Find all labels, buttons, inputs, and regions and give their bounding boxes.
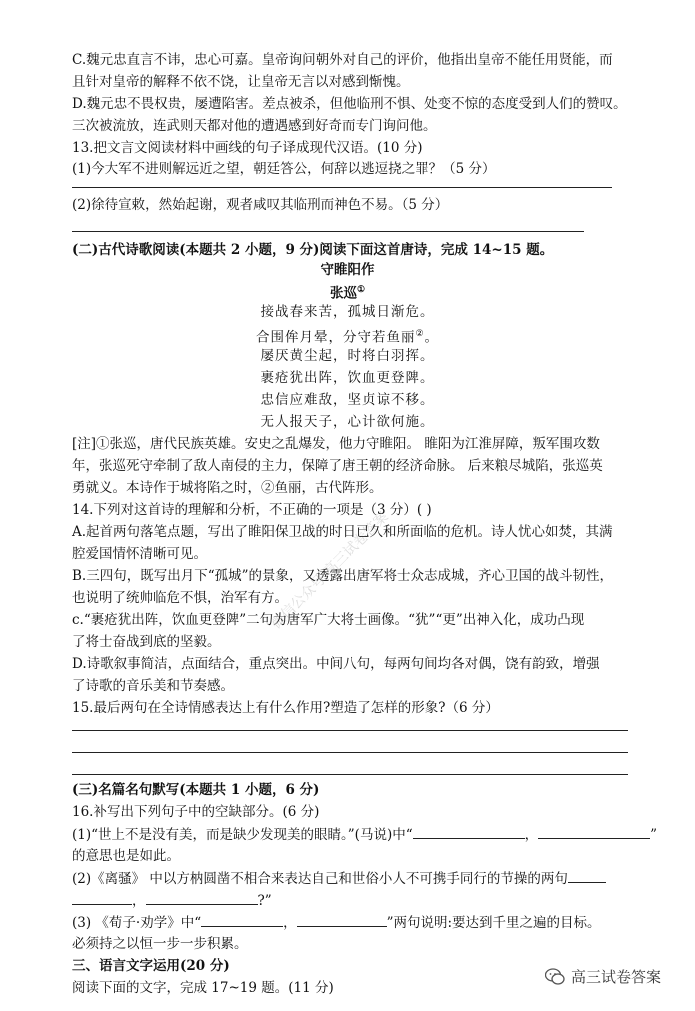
question-14: 14.下列对这首诗的理解和分析，不正确的一项是（3 分）( ) [72, 502, 432, 518]
poem-author [0, 280, 695, 304]
poem-line: 裹疮犹出阵，饮血更登陴。 [260, 370, 435, 386]
fill-blank[interactable] [146, 890, 258, 905]
watermark: 微信公众号 高三试卷答案 [268, 509, 392, 633]
answer-line[interactable] [72, 774, 628, 775]
wechat-logo [545, 966, 661, 987]
poem-title: 守睢阳作 [320, 262, 375, 278]
logo-text: 高三试卷答案 [571, 968, 662, 986]
separator: ， [524, 827, 539, 843]
poem-line: 无人报天子，心计欲何施。 [260, 414, 435, 430]
question-13: 13.把文言文阅读材料中画线的句子译成现代汉语。(10 分) [72, 140, 423, 156]
question-16-part1-end: 的意思也是如此。 [72, 848, 180, 864]
question-16-text: (3) 《荀子·劝学》中“ [72, 915, 202, 931]
question-13-part1: (1)今大军不进则解远近之望，朝廷答公，何辞以逃逗挠之罪？（5 分） [72, 161, 496, 177]
poem-line-text: 合围侔月晕，分守若鱼丽 [255, 329, 416, 346]
question-16-text: ”两句说明:要达到千里之遍的目标。 [386, 915, 601, 931]
question-16-part2-cont [72, 890, 272, 911]
option-a-line2: 腔爱国情怀清晰可见。 [72, 546, 207, 562]
reading-instruction: 阅读下面的文字，完成 17~19 题。(11 分) [72, 980, 334, 996]
question-16-part3-end: 必须持之以恒一步一步积累。 [72, 936, 248, 952]
option-c-line2: 了将士奋战到底的坚毅。 [72, 634, 221, 650]
option-c-line1: C.魏元忠直言不讳，忠心可嘉。皇帝询问朝外对自己的评价，他指出皇帝不能任用贤能，而 [72, 52, 613, 68]
option-a-line1: A.起首两句落笔点题，写出了睢阳保卫战的时日已久和所面临的危机。诗人忧心如焚，其满 [72, 524, 613, 540]
section-3-heading: (三)名篇名句默写(本题共 1 小题，6 分) [72, 782, 320, 798]
answer-line[interactable] [72, 752, 628, 753]
fill-blank[interactable] [72, 890, 132, 905]
poem-line: 屡厌黄尘起，时将白羽挥。 [260, 348, 435, 364]
fill-blank[interactable] [568, 868, 606, 883]
note-line2: 年，张巡死守牵制了敌人南侵的主力，保障了唐王朝的经济命脉。 后来粮尽城陷，张巡英 [72, 458, 603, 474]
poem-author-name: 张巡 [329, 285, 357, 302]
poem-line: 合围侔月晕，分守若鱼丽②。 [255, 329, 440, 346]
footnote-mark: ① [356, 285, 366, 295]
question-13-part2: (2)徐待宣敕，然始起谢，观者咸叹其临刑而神色不易。（5 分） [72, 197, 449, 213]
poem-line: 接战春来苦，孤城日渐危。 [260, 304, 435, 320]
answer-line[interactable] [72, 187, 612, 188]
option-c-line2: 且针对皇帝的解释不依不饶，让皇帝无言以对感到惭愧。 [72, 74, 410, 90]
question-16: 16.补写出下列句子中的空缺部分。(6 分) [72, 804, 320, 820]
fill-blank[interactable] [201, 912, 283, 927]
closing-quote: ” [650, 827, 658, 843]
question-16-part1 [72, 824, 657, 845]
option-d-line1: D.魏元忠不畏权贵，屡遭陷害。差点被杀，但他临刑不惧、处变不惊的态度受到人们的赞叹。 [72, 96, 627, 112]
question-16-text: (1)“世上不是没有美，而是缺少发现美的眼睛。”(马说)中“ [72, 827, 413, 843]
separator: ， [283, 915, 297, 931]
note-line3: 勇就义。本诗作于城将陷之时，②鱼丽，古代阵形。 [72, 480, 383, 496]
answer-line[interactable] [72, 730, 628, 731]
poem-line: 忠信应难敌，坚贞谅不移。 [260, 392, 435, 408]
question-16-part2 [72, 868, 606, 889]
answer-line[interactable] [72, 231, 584, 232]
footnote-mark: ② [415, 329, 425, 339]
option-b-line2: 也说明了统帅临危不惧，治军有方。 [72, 590, 288, 606]
wechat-icon [545, 968, 565, 986]
option-d-line1: D.诗歌叙事简洁，点面结合，重点突出。中间八句，每两句间均各对偶，饶有韵致，增强 [72, 656, 600, 672]
section-language-heading: 三、语言文字运用(20 分) [72, 958, 230, 974]
question-16-part3 [72, 912, 601, 933]
fill-blank[interactable] [413, 824, 525, 839]
section-2-heading: (二)古代诗歌阅读(本题共 2 小题，9 分)阅读下面这首唐诗，完成 14~15 题。 [72, 242, 554, 258]
note-line1: [注]①张巡，唐代民族英雄。安史之乱爆发，他力守睢阳。 睢阳为江淮屏障，叛军围攻数 [72, 436, 600, 452]
separator: ， [132, 893, 146, 909]
question-16-text: (2)《离骚》 中以方枘圆凿不相合来表达自己和世俗小人不可携手同行的节操的两句 [72, 871, 568, 887]
option-c-line1: c.“裹疮犹出阵，饮血更登陴”二句为唐军广大将士画像。“犹”“更”出神入化，成功凸现 [72, 612, 585, 628]
fill-blank[interactable] [297, 912, 387, 927]
closing-quote: ?” [257, 893, 272, 909]
fill-blank[interactable] [538, 824, 650, 839]
option-d-line2: 三次被流放，连武则天都对他的遭遇感到好奇而专门询问他。 [72, 118, 437, 134]
option-b-line1: B.三四句，既写出月下“孤城”的景象，又透露出唐军将士众志成城，齐心卫国的战斗韧性， [72, 568, 614, 584]
question-15: 15.最后两句在全诗情感表达上有什么作用?塑造了怎样的形象?（6 分） [72, 700, 499, 716]
option-d-line2: 了诗歌的音乐美和节奏感。 [72, 678, 234, 694]
